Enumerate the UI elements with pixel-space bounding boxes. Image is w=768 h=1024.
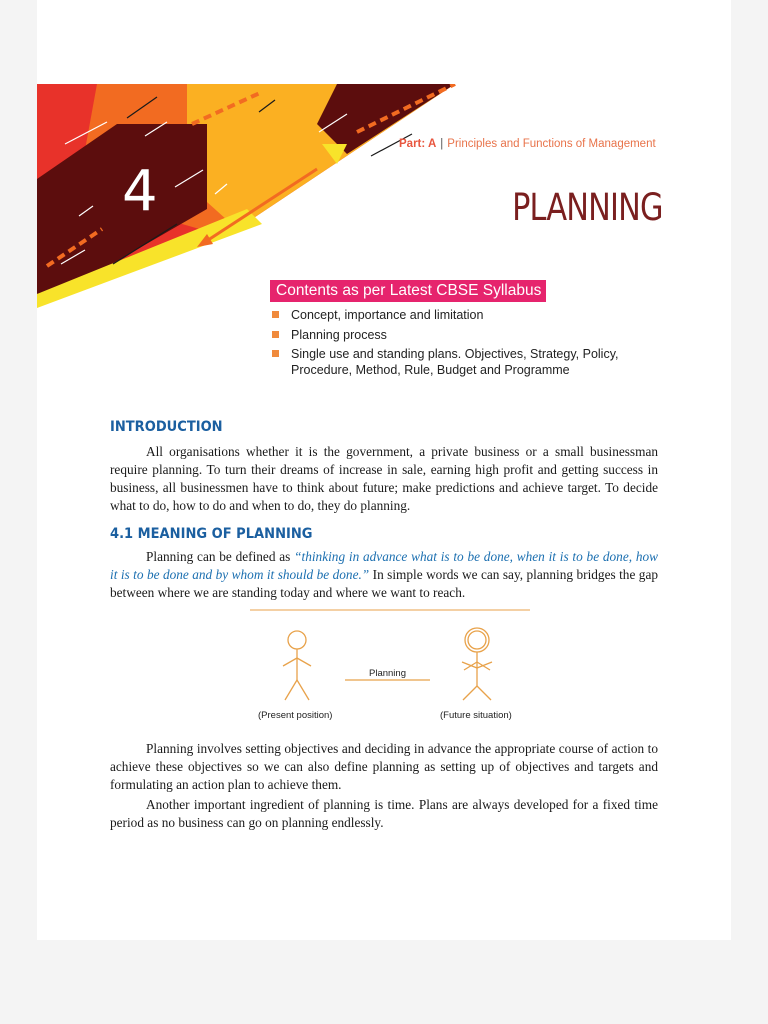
bullet-icon [272,350,279,357]
part-separator: | [440,138,444,150]
involves-paragraph: Planning involves setting objectives and deciding in advance the appropriate course of action to achieve these objectives so we can also define planning as setting up of objectives and targets and formulating an action plan to achieve them. [110,741,658,792]
contents-title: Contents as per Latest CBSE Syllabus [270,280,546,302]
bullet-icon [272,331,279,338]
list-item: Concept, importance and limitation [270,307,690,323]
part-title: Principles and Functions of Management [447,138,656,150]
part-line [399,138,656,150]
time-paragraph: Another important ingredient of planning is time. Plans are always developed for a fixed time period as no business can go on planning endlessly. [110,797,658,830]
diagram-center-label: Planning [369,668,406,679]
contents-list [270,307,690,382]
definition-quote: “thinking in advance what is to be done, when it is to be done, how it is to be done and by whom it should be done.” [110,549,658,582]
part-label: Part: A [399,138,437,150]
list-item: Single use and standing plans. Objectives, Strategy, Policy, Procedure, Method, Rule, Budget and Programme [270,346,690,378]
introduction-paragraph: All organisations whether it is the government, a private business or a small businessman require planning. To turn their dreams of increase in sale, earning high profit and getting success in business, all businessmen have to think about future; make predictions and achieve target. To decide what to do, how to do and when to do, they do planning. [110,444,658,513]
diagram-left-caption: (Present position) [258,710,333,721]
introduction-heading: INTRODUCTION [110,419,223,435]
meaning-heading: 4.1 MEANING OF PLANNING [110,526,313,542]
list-item: Planning process [270,327,690,343]
planning-diagram [250,608,530,726]
meaning-paragraph: Planning can be defined as “thinking in advance what is to be done, when it is to be done, how it is to be done and by whom it should be done.” In simple words we can say, planning bridges the gap between where we are standing today and where we want to reach. [110,549,658,600]
chapter-title: PLANNING [512,186,663,229]
present-figure [283,631,311,700]
diagram-right-caption: (Future situation) [440,710,512,721]
future-figure [462,628,492,700]
chapter-number: 4 [122,159,158,224]
bullet-icon [272,311,279,318]
chapter-banner [37,84,467,308]
